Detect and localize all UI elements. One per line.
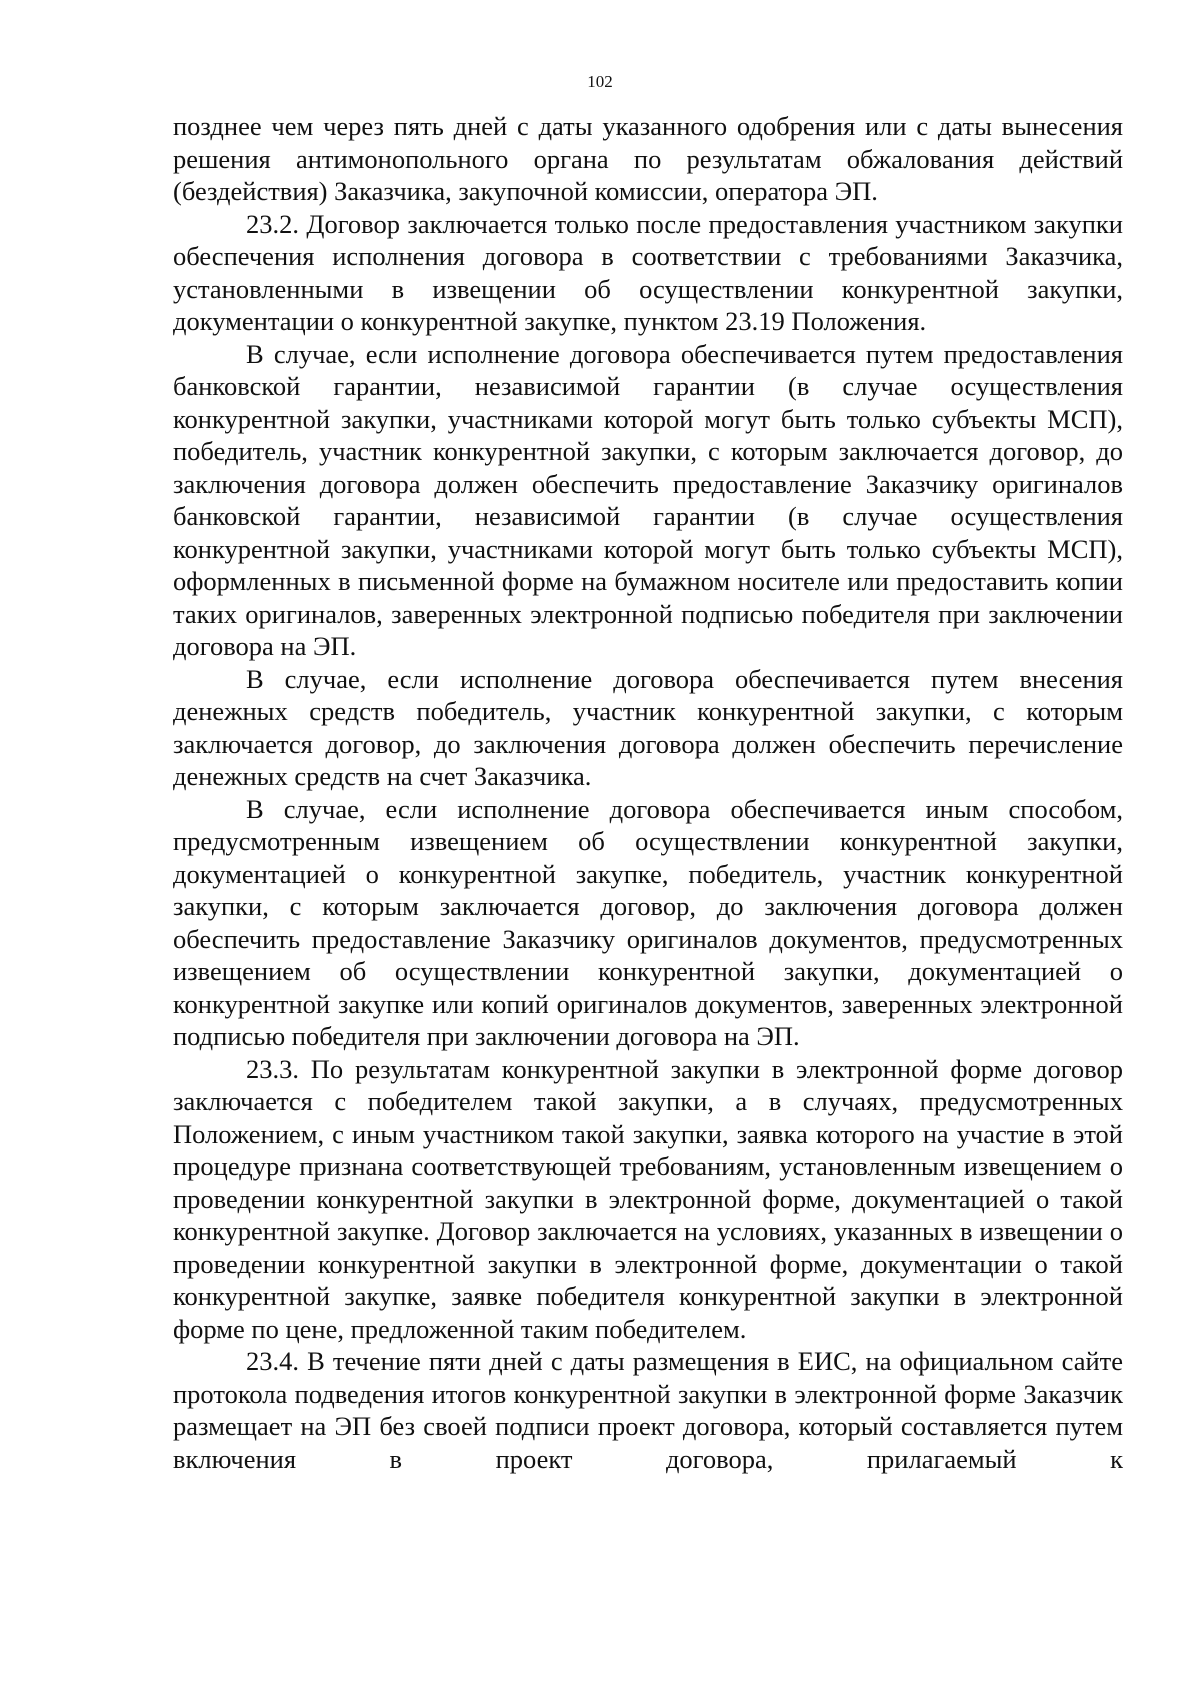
paragraph-23-4: 23.4. В течение пяти дней с даты размещения в ЕИС, на официальном сайте протокола подведения итогов конкурентной закупки в электронной форме Заказчик размещает на ЭП без своей подписи проект договора, который составляется путем включения в проект договора, прилагаемый к [173, 1346, 1123, 1474]
page-number: 102 [587, 72, 613, 91]
paragraph-other-method: В случае, если исполнение договора обеспечивается иным способом, предусмотренным извещением об осуществлении конкурентной закупки, документацией о конкурентной закупке, победитель, участник конкурентной закупки, с которым заключается договор, до заключения договора должен обеспечить предоставление Заказчику оригиналов документов, предусмотренных извещением об осуществлении конкурентной закупки, документацией о конкурентной закупке или копий оригиналов документов, заверенных электронной подписью победителя при заключении договора на ЭП. [173, 793, 1123, 1051]
paragraph-23-2: 23.2. Договор заключается только после предоставления участником закупки обеспечения исполнения договора в соответствии с требованиями Заказчика, установленными в извещении об осуществлении конкурентной закупки, документации о конкурентной закупке, пунктом 23.19 Положения. [173, 208, 1123, 336]
paragraph-bank-guarantee: В случае, если исполнение договора обеспечивается путем предоставления банковской гарантии, независимой гарантии (в случае осуществления конкурентной закупки, участниками которой могут быть только субъекты МСП), победитель, участник конкурентной закупки, с которым заключается договор, до заключения договора должен обеспечить предоставление Заказчику оригиналов банковской гарантии, независимой гарантии (в случае осуществления конкурентной закупки, участниками которой могут быть только субъекты МСП), оформленных в письменной форме на бумажном носителе или предоставить копии таких оригиналов, заверенных электронной подписью победителя при заключении договора на ЭП. [173, 338, 1123, 661]
document-body [173, 110, 1123, 1475]
paragraph-23-3: 23.3. По результатам конкурентной закупки в электронной форме договор заключается с победителем такой закупки, а в случаях, предусмотренных Положением, с иным участником такой закупки, заявка которого на участие в этой процедуре признана соответствующей требованиям, установленным извещением о проведении конкурентной закупки в электронной форме, документацией о такой конкурентной закупке. Договор заключается на условиях, указанных в извещении о проведении конкурентной закупки в электронной форме, документации о такой конкурентной закупке, заявке победителя конкурентной закупки в электронной форме по цене, предложенной таким победителем. [173, 1053, 1123, 1344]
paragraph-continuation: позднее чем через пять дней с даты указанного одобрения или с даты вынесения решения антимонопольного органа по результатам обжалования действий (бездействия) Заказчика, закупочной комиссии, оператора ЭП. [173, 111, 1123, 206]
paragraph-cash-deposit: В случае, если исполнение договора обеспечивается путем внесения денежных средств победитель, участник конкурентной закупки, с которым заключается договор, до заключения договора должен обеспечить перечисление денежных средств на счет Заказчика. [173, 663, 1123, 791]
